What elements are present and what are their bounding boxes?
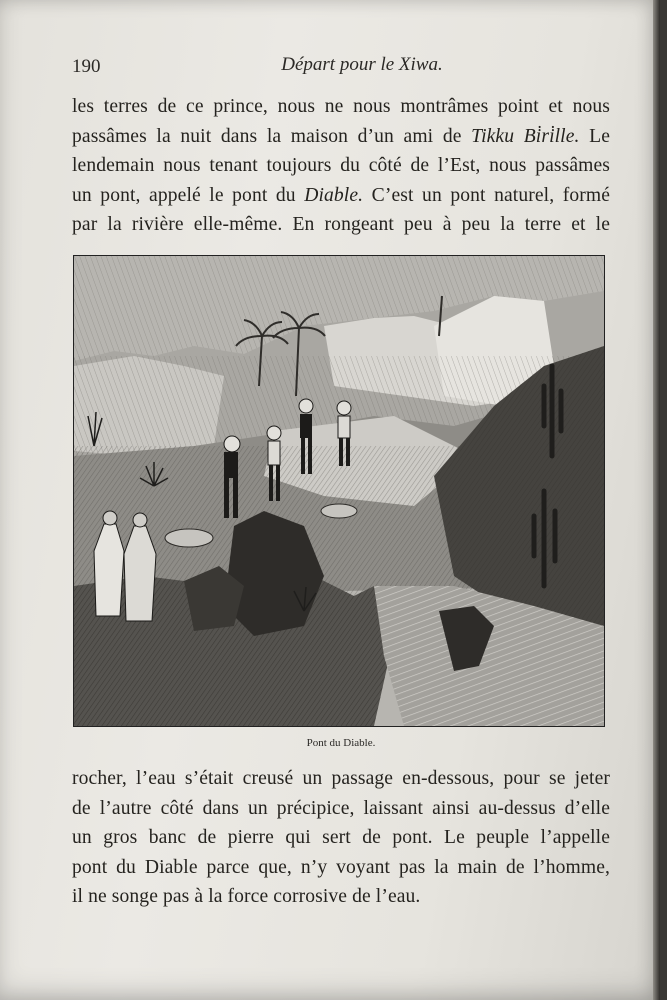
figure-caption: Pont du Diable. <box>306 737 376 749</box>
paragraph-top <box>72 92 610 240</box>
text-line: de l’autre côté dans un précipice, laissant ainsi au-dessus d’elle <box>72 797 610 819</box>
text-line: par la rivière elle-même. En rongeant peu à peu la terre et le <box>72 214 610 235</box>
page-header <box>72 52 612 82</box>
text-line: il ne songe pas à la force corrosive de l’eau. <box>72 886 421 907</box>
text-line: rocher, l’eau s’était creusé un passage en-dessous, pour se jeter <box>72 768 610 789</box>
text-line: un gros banc de pierre qui sert de pont. Le peuple l’appelle <box>72 827 610 848</box>
italic-name: Diable. <box>304 184 364 206</box>
page-number: 190 <box>72 56 101 77</box>
text-line: un pont, appelé le pont du Diable. C’est un pont naturel, formé <box>72 184 610 206</box>
engraving-drawing <box>74 256 604 726</box>
text-line: passâmes la nuit dans la maison d’un ami de Tikku Bi̇ri̇lle. Le <box>72 125 610 147</box>
page-gutter-shadow <box>653 0 660 1000</box>
running-title: Départ pour le Xiwa. <box>281 54 443 75</box>
text-line: lendemain nous tenant toujours du côté de l’Est, nous passâmes <box>72 155 610 176</box>
text-line: les terres de ce prince, nous ne nous montrâmes point et nous <box>72 96 610 117</box>
paragraph-bottom <box>72 764 610 912</box>
text-line: pont du Diable parce que, n’y voyant pas la main de l’homme, <box>72 856 610 878</box>
engraving-illustration <box>73 255 605 727</box>
italic-name: Tikku Bi̇ri̇lle. <box>471 125 580 147</box>
